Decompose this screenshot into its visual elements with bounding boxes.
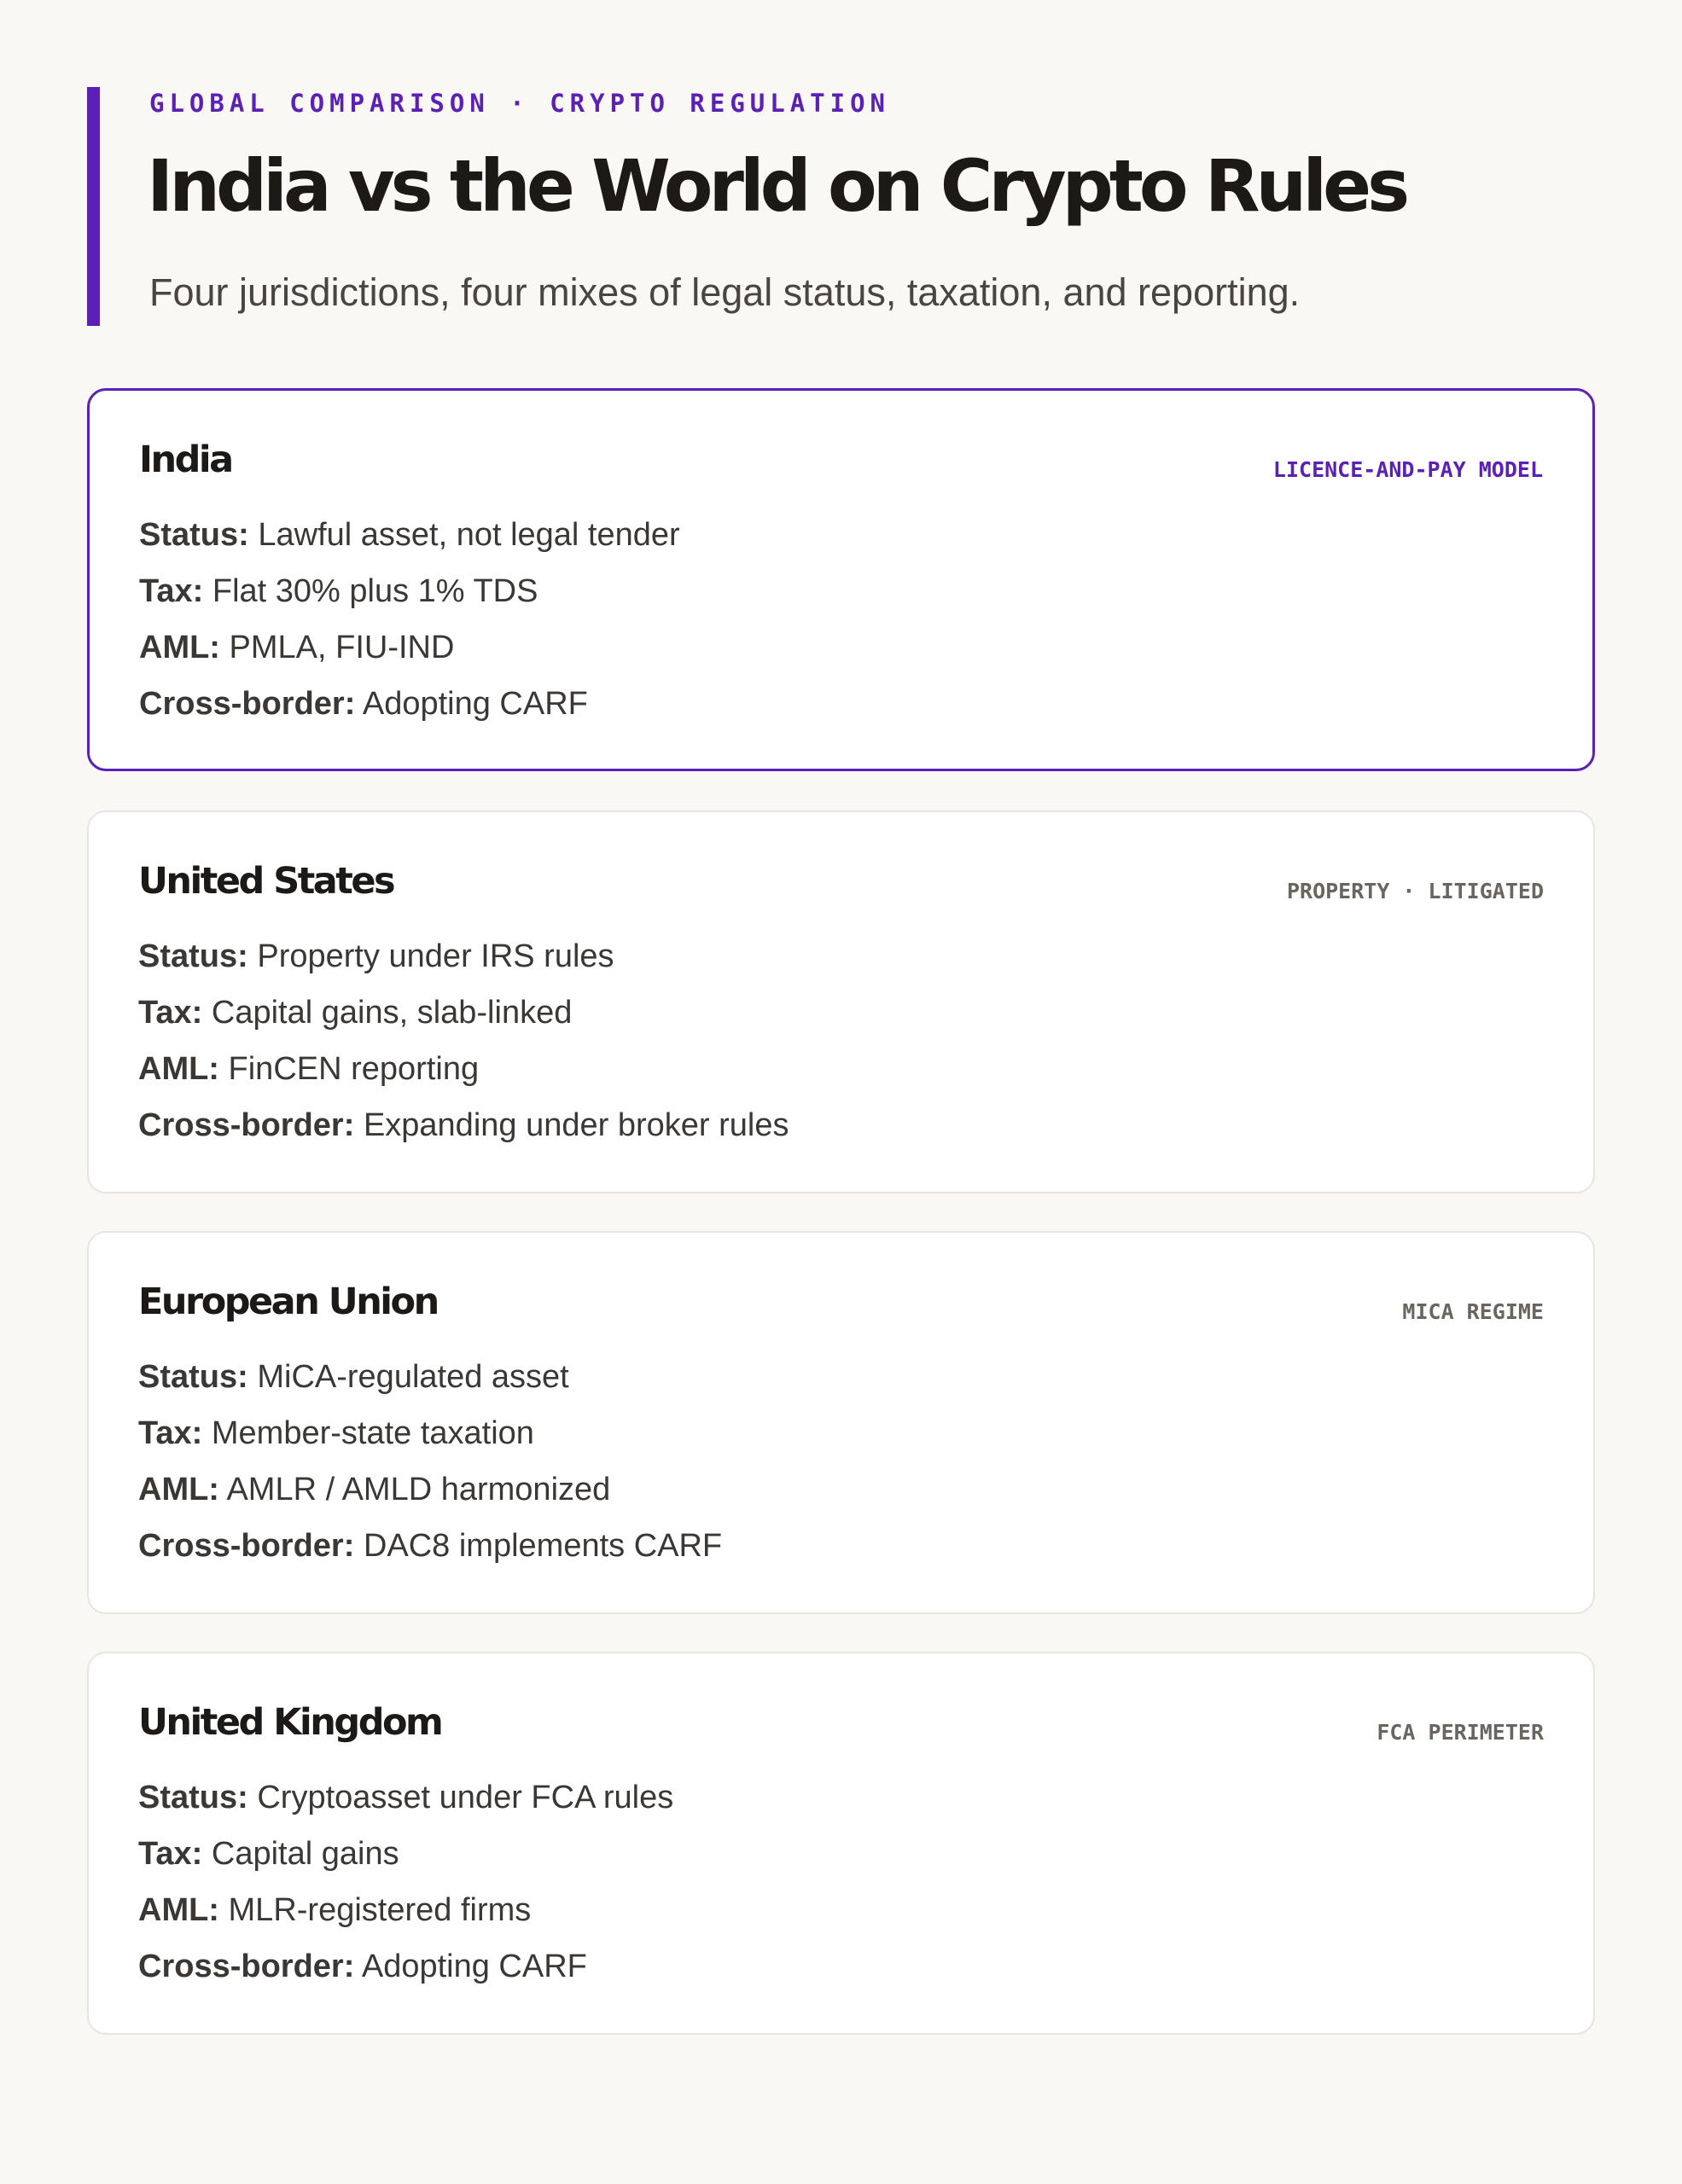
status-label: Status: — [138, 938, 248, 974]
jurisdiction-card-united-states — [87, 810, 1595, 1194]
cross-border-value: Adopting CARF — [361, 1949, 587, 1984]
aml-value: AMLR / AMLD harmonized — [226, 1472, 611, 1507]
status-row — [138, 1769, 673, 1826]
jurisdiction-details — [138, 928, 789, 1153]
jurisdiction-name: United Kingdom — [138, 1701, 442, 1744]
cross-border-value: Expanding under broker rules — [363, 1107, 789, 1143]
aml-row — [138, 1041, 789, 1097]
jurisdiction-tag: LICENCE-AND-PAY MODEL — [1272, 457, 1543, 482]
tax-label: Tax: — [139, 573, 204, 609]
jurisdiction-card-european-union — [87, 1231, 1595, 1614]
jurisdiction-details — [138, 1349, 722, 1574]
status-row — [139, 507, 680, 563]
status-label: Status: — [138, 1780, 248, 1815]
cross-border-label: Cross-border: — [138, 1107, 355, 1143]
status-value: MiCA-regulated asset — [257, 1359, 569, 1395]
status-row — [138, 1349, 722, 1405]
status-label: Status: — [139, 517, 249, 553]
tax-value: Member-state taxation — [211, 1415, 534, 1451]
jurisdiction-tag: FCA PERIMETER — [1376, 1720, 1544, 1745]
jurisdiction-card-india — [87, 388, 1595, 771]
tax-row — [138, 1405, 722, 1461]
page-header — [87, 87, 1589, 326]
tax-label: Tax: — [138, 1415, 203, 1451]
status-value: Cryptoasset under FCA rules — [257, 1780, 674, 1815]
cross-border-label: Cross-border: — [138, 1949, 355, 1984]
aml-row — [139, 619, 680, 676]
page-title: India vs the World on Crypto Rules — [147, 144, 1406, 228]
aml-label: AML: — [138, 1051, 219, 1087]
cross-border-label: Cross-border: — [139, 686, 356, 722]
tax-value: Capital gains, slab-linked — [211, 995, 573, 1031]
jurisdiction-tag: PROPERTY · LITIGATED — [1286, 879, 1544, 903]
jurisdiction-name: United States — [138, 860, 394, 903]
status-label: Status: — [138, 1359, 248, 1395]
cross-border-value: Adopting CARF — [362, 686, 588, 722]
status-value: Lawful asset, not legal tender — [258, 517, 680, 553]
aml-label: AML: — [139, 630, 220, 665]
aml-value: FinCEN reporting — [228, 1051, 480, 1087]
jurisdiction-details — [138, 1769, 673, 1995]
aml-label: AML: — [138, 1892, 219, 1928]
jurisdiction-tag: MICA REGIME — [1402, 1299, 1544, 1324]
page-subtitle: Four jurisdictions, four mixes of legal status, taxation, and reporting. — [149, 270, 1301, 314]
status-row — [138, 928, 789, 985]
cross-border-row — [139, 676, 680, 732]
aml-value: PMLA, FIU-IND — [229, 630, 455, 665]
tax-label: Tax: — [138, 995, 203, 1031]
aml-row — [138, 1461, 722, 1518]
cross-border-label: Cross-border: — [138, 1528, 355, 1564]
cross-border-row — [138, 1518, 722, 1574]
jurisdiction-details — [139, 507, 680, 732]
status-value: Property under IRS rules — [257, 938, 614, 974]
jurisdiction-card-united-kingdom — [87, 1652, 1595, 2035]
cross-border-row — [138, 1938, 673, 1995]
cross-border-value: DAC8 implements CARF — [363, 1528, 723, 1564]
tax-row — [138, 1826, 673, 1882]
eyebrow-label: GLOBAL COMPARISON · CRYPTO REGULATION — [149, 89, 891, 118]
tax-row — [138, 985, 789, 1041]
jurisdiction-name: India — [139, 439, 232, 481]
tax-value: Capital gains — [211, 1836, 399, 1872]
aml-label: AML: — [138, 1472, 219, 1507]
aml-value: MLR-registered firms — [228, 1892, 532, 1928]
cross-border-row — [138, 1097, 789, 1153]
tax-label: Tax: — [138, 1836, 203, 1872]
jurisdiction-name: European Union — [138, 1281, 438, 1323]
tax-value: Flat 30% plus 1% TDS — [212, 573, 538, 609]
tax-row — [139, 563, 680, 619]
aml-row — [138, 1882, 673, 1938]
